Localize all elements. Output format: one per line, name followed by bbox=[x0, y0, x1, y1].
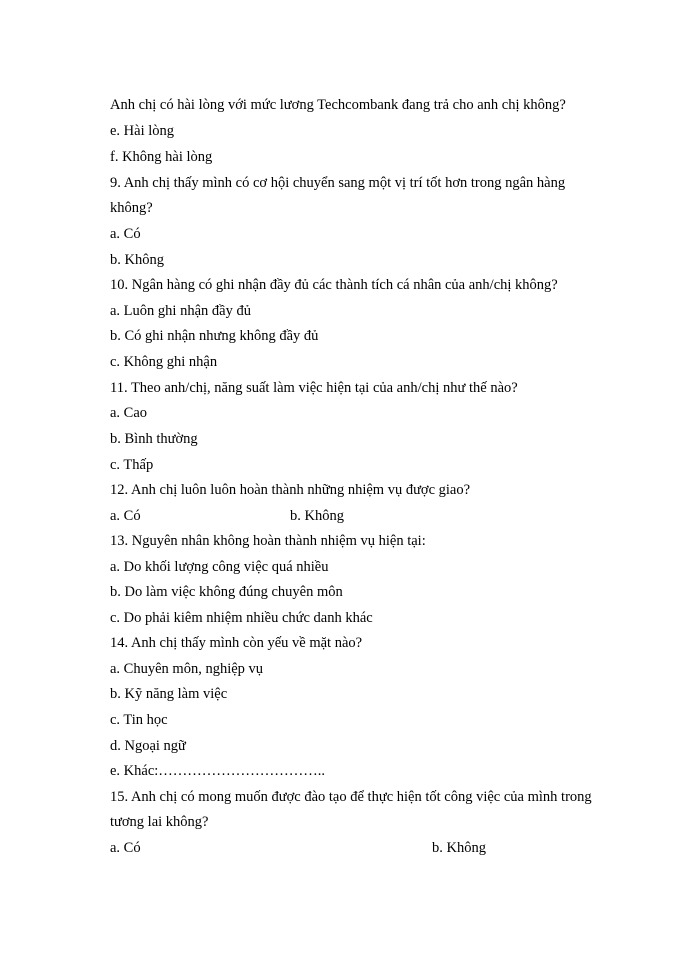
q10-option-b: b. Có ghi nhận nhưng không đầy đủ bbox=[110, 328, 319, 344]
q14-question: 14. Anh chị thấy mình còn yếu về mặt nào? bbox=[110, 635, 363, 651]
q14-option-a: a. Chuyên môn, nghiệp vụ bbox=[110, 661, 264, 677]
q12-option-b: b. Không bbox=[290, 508, 344, 524]
q14-option-c: c. Tin học bbox=[110, 712, 168, 728]
q9-option-a: a. Có bbox=[110, 226, 141, 242]
q13-option-c: c. Do phải kiêm nhiệm nhiều chức danh khác bbox=[110, 610, 373, 626]
q15-question: 15. Anh chị có mong muốn được đào tạo để thực hiện tốt công việc của mình trong bbox=[110, 789, 592, 805]
q13-question: 13. Nguyên nhân không hoàn thành nhiệm vụ hiện tại: bbox=[110, 533, 426, 549]
q13-option-a: a. Do khối lượng công việc quá nhiều bbox=[110, 559, 329, 575]
q15-question-cont: tương lai không? bbox=[110, 814, 209, 830]
q13-option-b: b. Do làm việc không đúng chuyên môn bbox=[110, 584, 343, 600]
q10-option-c: c. Không ghi nhận bbox=[110, 354, 218, 370]
q15-option-a: a. Có bbox=[110, 840, 141, 856]
q15-option-b: b. Không bbox=[432, 840, 486, 856]
q14-option-b: b. Kỹ năng làm việc bbox=[110, 686, 228, 702]
q8-option-e: e. Hài lòng bbox=[110, 123, 175, 139]
q11-option-b: b. Bình thường bbox=[110, 431, 198, 447]
q12-option-a: a. Có bbox=[110, 508, 141, 524]
q14-option-d: d. Ngoại ngữ bbox=[110, 738, 186, 754]
q11-question: 11. Theo anh/chị, năng suất làm việc hiện tại của anh/chị như thế nào? bbox=[110, 380, 518, 396]
q10-question: 10. Ngân hàng có ghi nhận đầy đủ các thành tích cá nhân của anh/chị không? bbox=[110, 277, 558, 293]
q8-option-f: f. Không hài lòng bbox=[110, 149, 213, 165]
q9-question: 9. Anh chị thấy mình có cơ hội chuyển sang một vị trí tốt hơn trong ngân hàng bbox=[110, 175, 566, 191]
q8-question: Anh chị có hài lòng với mức lương Techcombank đang trả cho anh chị không? bbox=[110, 97, 566, 113]
q12-question: 12. Anh chị luôn luôn hoàn thành những nhiệm vụ được giao? bbox=[110, 482, 471, 498]
q11-option-a: a. Cao bbox=[110, 405, 148, 421]
q9-question-cont: không? bbox=[110, 200, 153, 216]
q11-option-c: c. Thấp bbox=[110, 457, 154, 473]
q14-option-e: e. Khác:…………………………….. bbox=[110, 763, 326, 779]
q9-option-b: b. Không bbox=[110, 252, 164, 268]
q10-option-a: a. Luôn ghi nhận đầy đủ bbox=[110, 303, 251, 319]
